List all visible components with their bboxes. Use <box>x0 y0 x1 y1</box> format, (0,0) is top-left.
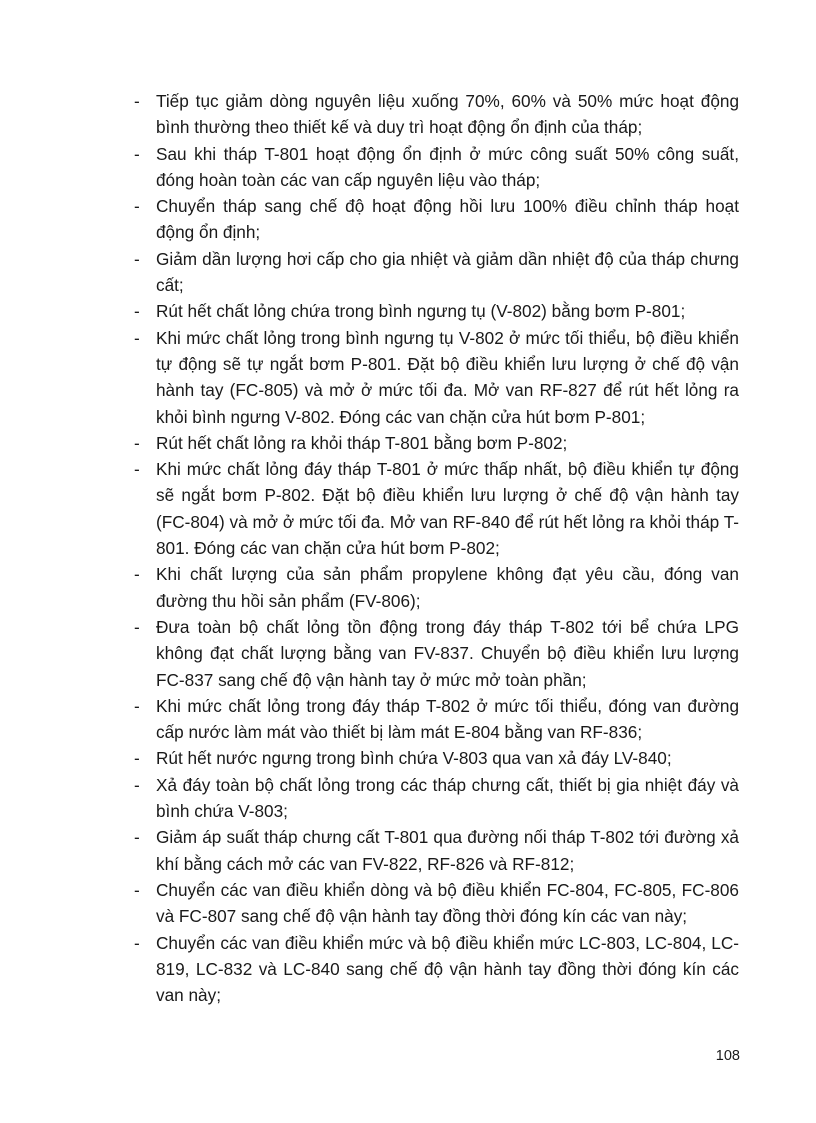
list-item-text: Giảm áp suất tháp chưng cất T-801 qua đường nối tháp T-802 tới đường xả khí bằng cách mở các van FV-822, RF-826 và RF-812; <box>156 827 739 874</box>
list-item-text: Tiếp tục giảm dòng nguyên liệu xuống 70%, 60% và 50% mức hoạt động bình thường theo thiết kế và duy trì hoạt động ổn định của tháp; <box>156 91 739 138</box>
bullet-dash: - <box>134 879 140 900</box>
bullet-dash: - <box>134 432 140 453</box>
list-item <box>125 193 739 246</box>
bullet-dash: - <box>134 932 140 953</box>
list-item <box>125 877 739 930</box>
list-item-text: Xả đáy toàn bộ chất lỏng trong các tháp chưng cất, thiết bị gia nhiệt đáy và bình chứa V-803; <box>156 774 739 822</box>
list-item <box>125 930 739 1009</box>
list-item-text: Rút hết chất lỏng ra khỏi tháp T-801 bằng bơm P-802; <box>156 432 568 453</box>
bullet-dash: - <box>134 248 140 269</box>
bullet-dash: - <box>134 459 140 480</box>
list-item <box>125 772 739 825</box>
list-item-text: Giảm dần lượng hơi cấp cho gia nhiệt và giảm dần nhiệt độ của tháp chưng cất; <box>156 248 739 296</box>
list-item-text: Khi chất lượng của sản phẩm propylene không đạt yêu cầu, đóng van đường thu hồi sản phẩm (FV-806); <box>156 564 739 611</box>
bullet-dash: - <box>134 196 140 217</box>
bullet-dash: - <box>134 748 140 769</box>
list-item-text: Rút hết chất lỏng chứa trong bình ngưng tụ (V-802) bằng bơm P-801; <box>156 301 686 322</box>
bullet-dash: - <box>134 774 140 795</box>
list-item-text: Chuyển tháp sang chế độ hoạt động hồi lưu 100% điều chỉnh tháp hoạt động ổn định; <box>156 196 739 243</box>
bullet-dash: - <box>134 564 140 585</box>
list-item <box>125 824 739 877</box>
list-item <box>125 745 739 771</box>
bullet-dash: - <box>134 91 140 111</box>
list-item <box>125 141 739 194</box>
list-item-text: Rút hết nước ngưng trong bình chứa V-803 qua van xả đáy LV-840; <box>156 748 672 769</box>
list-item <box>125 456 739 561</box>
bullet-dash: - <box>134 616 140 637</box>
bullet-dash: - <box>134 327 140 348</box>
list-item <box>125 614 739 693</box>
list-item-text: Đưa toàn bộ chất lỏng tồn động trong đáy tháp T-802 tới bể chứa LPG không đạt chất lượng bằng van FV-837. Chuyển bộ điều khiển lưu lượng FC-837 sang chế độ vận hành tay ở mức mở toàn phần; <box>156 616 739 690</box>
list-item-text: Chuyển các van điều khiển mức và bộ điều khiển mức LC-803, LC-804, LC-819, LC-832 và LC-840 sang chế độ vận hành tay đồng thời đóng kín các van này; <box>156 932 739 1006</box>
list-item <box>125 298 739 324</box>
list-item-text: Sau khi tháp T-801 hoạt động ổn định ở mức công suất 50% công suất, đóng hoàn toàn các van cấp nguyên liệu vào tháp; <box>156 143 739 190</box>
list-item-text: Chuyển các van điều khiển dòng và bộ điều khiển FC-804, FC-805, FC-806 và FC-807 sang chế độ vận hành tay đồng thời đóng kín các van này; <box>156 879 739 927</box>
list-item-text: Khi mức chất lỏng trong bình ngưng tụ V-802 ở mức tối thiểu, bộ điều khiển tự động sẽ tự ngắt bơm P-801. Đặt bộ điều khiển lưu lượng ở chế độ vận hành tay (FC-805) và mở ở mức tối đa. Mở van RF-827 để rút hết lỏng ra khỏi bình ngưng V-802. Đóng các van chặn cửa hút bơm P-801; <box>156 327 739 427</box>
bullet-dash: - <box>134 301 140 322</box>
list-item-text: Khi mức chất lỏng trong đáy tháp T-802 ở mức tối thiểu, đóng van đường cấp nước làm mát vào thiết bị làm mát E-804 bằng van RF-836; <box>156 695 739 743</box>
list-item <box>125 246 739 299</box>
bullet-dash: - <box>134 695 140 716</box>
list-item <box>125 561 739 614</box>
list-item <box>125 693 739 746</box>
list-item <box>125 325 739 430</box>
list-item <box>125 88 739 141</box>
list-item <box>125 430 739 456</box>
page-number: 108 <box>715 1048 740 1064</box>
bullet-dash: - <box>134 143 140 164</box>
bullet-dash: - <box>134 827 140 848</box>
list-item-text: Khi mức chất lỏng đáy tháp T-801 ở mức thấp nhất, bộ điều khiển tự động sẽ ngắt bơm P-802. Đặt bộ điều khiển lưu lượng ở chế độ vận hành tay (FC-804) và mở ở mức tối đa. Mở van RF-840 để rút hết lỏng ra khỏi tháp T-801. Đóng các van chặn cửa hút bơm P-802; <box>156 459 739 559</box>
procedure-list <box>125 88 739 1008</box>
